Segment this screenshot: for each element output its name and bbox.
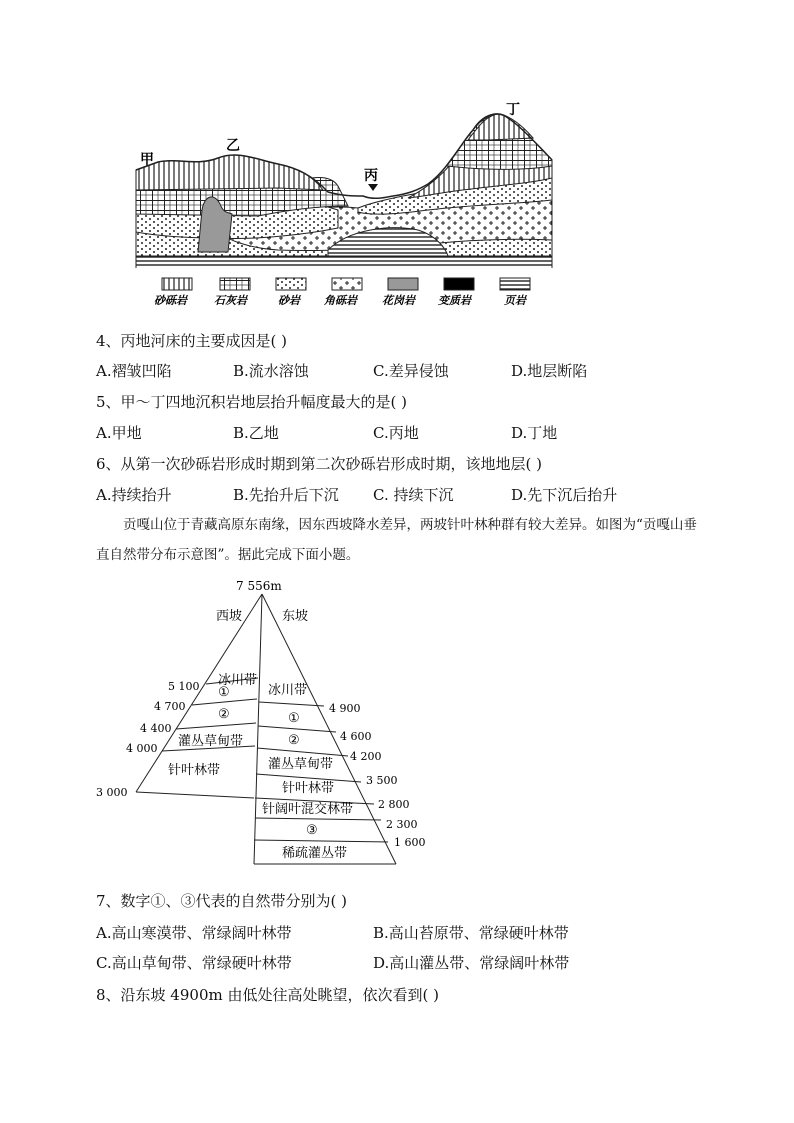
question-7-option-b[interactable]: B.高山苔原带、常绿硬叶林带: [373, 924, 569, 942]
west-slope-label: 西坡: [216, 609, 243, 624]
question-8-stem: 8、沿东坡 4900m 由低处往高处眺望，依次看到( ): [96, 986, 439, 1004]
question-4-stem: 4、丙地河床的主要成因是( ): [96, 332, 288, 350]
question-6-option-c[interactable]: C. 持续下沉: [373, 486, 454, 504]
east-slope-label: 东坡: [282, 609, 309, 624]
east-alt-1: 4 900: [329, 702, 361, 715]
question-5-option-a[interactable]: A.甲地: [96, 424, 142, 442]
east-zone-1: 冰川带: [268, 683, 308, 698]
question-7-option-d[interactable]: D.高山灌丛带、常绿阔叶林带: [373, 954, 570, 972]
question-4-option-a[interactable]: A.褶皱凹陷: [96, 362, 172, 380]
label-bing: 丙: [364, 168, 378, 184]
east-alt-3: 4 200: [350, 750, 382, 763]
east-zone-2: ①: [288, 711, 300, 726]
legend-label-6: 变质岩: [438, 294, 471, 307]
question-5-option-b[interactable]: B.乙地: [233, 424, 279, 442]
question-7-option-c[interactable]: C.高山草甸带、常绿硬叶林带: [96, 954, 292, 972]
question-5-option-d[interactable]: D.丁地: [511, 424, 558, 442]
question-7-stem: 7、数字①、③代表的自然带分别为( ): [96, 892, 348, 910]
legend: [154, 278, 530, 307]
legend-label-4: 角砾岩: [324, 294, 357, 307]
west-alt-3: 4 400: [140, 722, 172, 735]
marker-triangle-icon: [368, 184, 378, 191]
passage-text: 贡嘎山位于青藏高原东南缘，因东西坡降水差异，两坡针叶林种群有较大差异。如图为“贡嘎山垂 直自然带分布示意图”。据此完成下面小题。: [96, 517, 697, 563]
west-alt-2: 4 700: [154, 700, 186, 713]
west-zone-4: 灌丛草甸带: [178, 734, 244, 749]
east-zone-6: 针阔叶混交林带: [262, 802, 354, 817]
east-alt-2: 4 600: [340, 730, 372, 743]
question-6-stem: 6、从第一次砂砾岩形成时期到第二次砂砾岩形成时期，该地地层( ): [96, 455, 543, 473]
west-alt-4: 4 000: [126, 742, 158, 755]
label-yi: 乙: [226, 138, 240, 154]
question-5-stem: 5、甲～丁四地沉积岩地层抬升幅度最大的是( ): [96, 393, 408, 411]
west-zone-1: 冰川带: [218, 673, 258, 688]
label-jia: 甲: [140, 152, 154, 168]
mountain-zone-diagram: [96, 576, 456, 868]
east-alt-7: 1 600: [394, 836, 426, 849]
question-4-option-c[interactable]: C.差异侵蚀: [373, 362, 449, 380]
east-zone-4: 灌丛草甸带: [268, 757, 334, 772]
legend-label-3: 砂岩: [278, 294, 300, 307]
east-alt-6: 2 300: [386, 818, 418, 831]
west-alt-1: 5 100: [168, 680, 200, 693]
west-zone-5: 针叶林带: [168, 763, 221, 778]
question-6-option-b[interactable]: B.先抬升后下沉: [233, 486, 339, 504]
question-6-option-a[interactable]: A.持续抬升: [96, 486, 172, 504]
question-4-option-d[interactable]: D.地层断陷: [511, 362, 588, 380]
west-zone-3: ②: [218, 707, 230, 722]
question-5-option-c[interactable]: C.丙地: [373, 424, 419, 442]
east-alt-5: 2 800: [378, 798, 410, 811]
legend-label-7: 页岩: [504, 294, 526, 307]
legend-label-2: 石灰岩: [214, 294, 247, 307]
geologic-cross-section: [128, 100, 558, 310]
question-6-option-d[interactable]: D.先下沉后抬升: [511, 486, 618, 504]
question-4-option-b[interactable]: B.流水溶蚀: [233, 362, 309, 380]
question-7-option-a[interactable]: A.高山寒漠带、常绿阔叶林带: [96, 924, 292, 942]
west-zone-2: ①: [218, 685, 230, 700]
label-ding: 丁: [506, 102, 520, 118]
east-zone-3: ②: [288, 733, 300, 748]
legend-label-5: 花岗岩: [382, 294, 415, 307]
legend-label-1: 砂砾岩: [154, 294, 187, 307]
east-zone-5: 针叶林带: [282, 781, 335, 796]
east-zone-7: ③: [306, 823, 318, 838]
peak-altitude: 7 556m: [236, 579, 282, 593]
east-alt-4: 3 500: [366, 774, 398, 787]
west-alt-5: 3 000: [96, 786, 128, 799]
east-zone-8: 稀疏灌丛带: [282, 846, 348, 861]
